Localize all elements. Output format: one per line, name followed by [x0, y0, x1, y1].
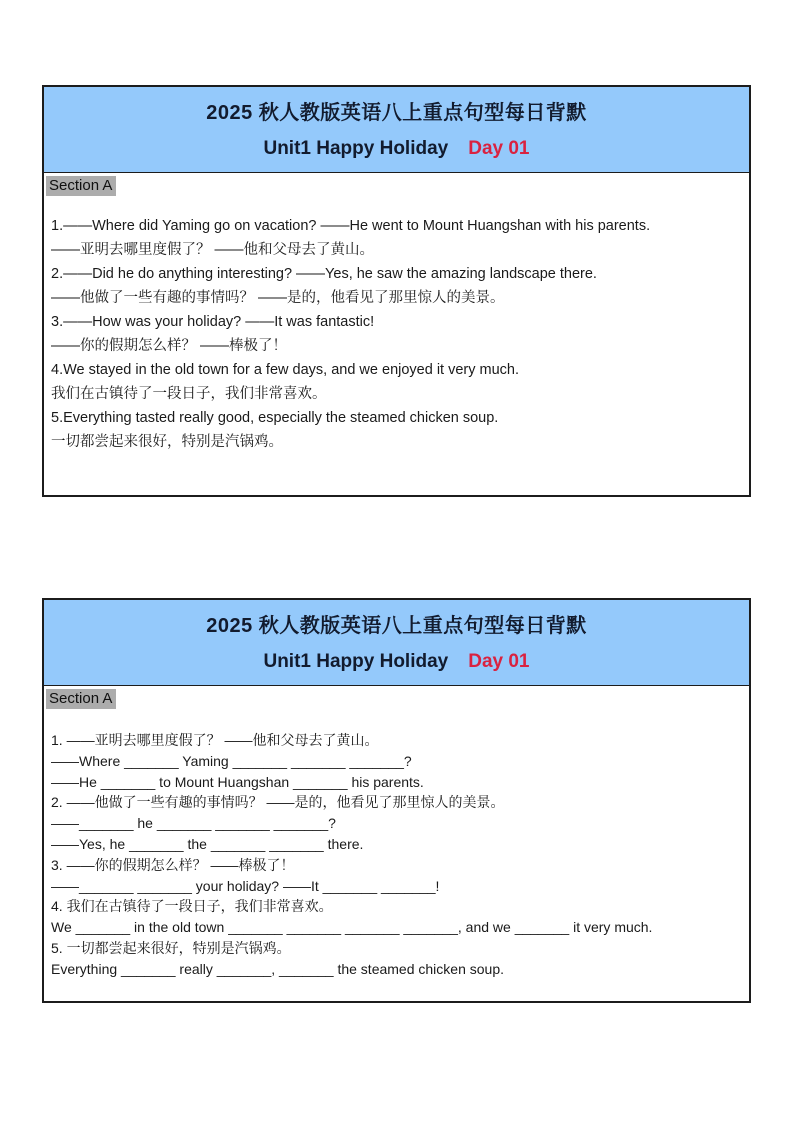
- sentence-line: 3. ——你的假期怎么样？ ——棒极了！: [51, 856, 295, 873]
- fill-blank-line: Everything _______ really _______, _______ the steamed chicken soup.: [51, 960, 504, 977]
- section-label: Section A: [46, 689, 116, 709]
- sentence-line: 5.Everything tasted really good, especially the steamed chicken soup.: [51, 410, 499, 426]
- sentence-line: 我们在古镇待了一段日子，我们非常喜欢。: [51, 386, 327, 402]
- worksheet-card-blanks: [42, 598, 751, 1003]
- sentence-line: 1. ——亚明去哪里度假了？ ——他和父母去了黄山。: [51, 732, 379, 748]
- fill-blank-line: We _______ in the old town _______ _______ _______ _______, and we _______ it very much.: [51, 919, 653, 936]
- sentence-line: ——亚明去哪里度假了？ ——他和父母去了黄山。: [51, 242, 375, 258]
- unit-title-row: [44, 138, 749, 160]
- sentence-line: ——他做了一些有趣的事情吗？ ——是的，他看见了那里惊人的美景。: [51, 290, 505, 306]
- sentence-line: 2.——Did he do anything interesting? ——Yes, he saw the amazing landscape there.: [51, 266, 597, 282]
- fill-blank-line: ——_______ _______ your holiday? ——It _______ _______!: [51, 877, 440, 894]
- sentence-list: [44, 712, 749, 980]
- sentence-list: [44, 199, 749, 454]
- sentence-line: 2. ——他做了一些有趣的事情吗？ ——是的，他看见了那里惊人的美景。: [51, 794, 505, 811]
- unit-title: Unit1 Happy Holiday: [263, 651, 449, 672]
- sentence-line: 3.——How was your holiday? ——It was fantastic!: [51, 314, 375, 330]
- worksheet-title: 2025 秋人教版英语八上重点句型每日背默: [206, 102, 587, 124]
- worksheet-title: 2025 秋人教版英语八上重点句型每日背默: [206, 615, 587, 637]
- fill-blank-line: ——He _______ to Mount Huangshan _______ his parents.: [51, 773, 424, 790]
- fill-blank-line: ——_______ he _______ _______ _______?: [51, 815, 336, 832]
- sentence-line: 4.We stayed in the old town for a few days, and we enjoyed it very much.: [51, 362, 520, 378]
- panel-header: [44, 87, 749, 173]
- sentence-line: 1.——Where did Yaming go on vacation? ——He went to Mount Huangshan with his parents.: [51, 218, 651, 234]
- unit-title-row: [44, 651, 749, 673]
- section-label: Section A: [46, 176, 116, 196]
- day-badge: Day 01: [468, 651, 530, 672]
- fill-blank-line: ——Where _______ Yaming _______ _______ _______?: [51, 752, 412, 769]
- sentence-line: 5. 一切都尝起来很好，特别是汽锅鸡。: [51, 939, 291, 956]
- day-badge: Day 01: [468, 138, 530, 159]
- panel-header: [44, 600, 749, 686]
- sentence-line: ——你的假期怎么样？ ——棒极了！: [51, 338, 288, 354]
- section-row: [44, 173, 749, 199]
- fill-blank-line: ——Yes, he _______ the _______ _______ there.: [51, 835, 364, 852]
- sentence-line: 4. 我们在古镇待了一段日子，我们非常喜欢。: [51, 898, 333, 915]
- worksheet-card-sentences: [42, 85, 751, 497]
- sentence-line: 一切都尝起来很好，特别是汽锅鸡。: [51, 434, 283, 450]
- section-row: [44, 686, 749, 712]
- unit-title: Unit1 Happy Holiday: [263, 138, 449, 159]
